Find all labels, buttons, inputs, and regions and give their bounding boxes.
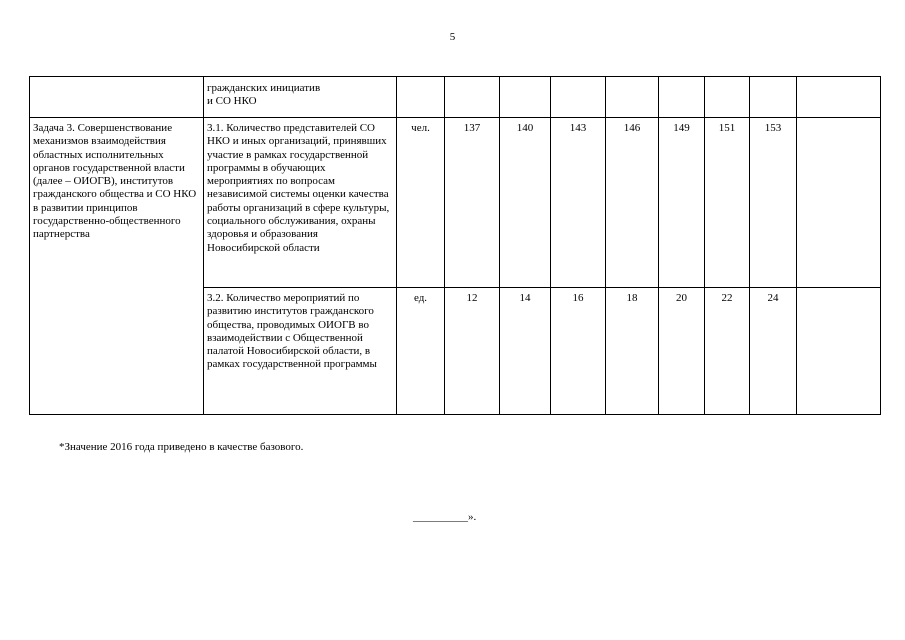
task-cell-empty	[30, 77, 204, 118]
value-cell-empty	[551, 77, 606, 118]
value-cell: 22	[705, 288, 750, 415]
value-cell-empty	[445, 77, 500, 118]
closing-line: __________».	[413, 511, 477, 523]
indicators-table	[29, 76, 881, 415]
value-cell: 137	[445, 118, 500, 288]
value-cell: 151	[705, 118, 750, 288]
value-cell-empty	[750, 77, 797, 118]
indicator-cell: 3.2. Количество мероприятий по развитию институтов гражданского общества, проводимых ОИОГВ во взаимодействии с Общественной палатой Новосибирской области, в рамках государственной программы	[204, 288, 397, 415]
unit-cell: чел.	[397, 118, 445, 288]
note-cell-empty	[797, 77, 881, 118]
value-cell: 24	[750, 288, 797, 415]
value-cell: 14	[500, 288, 551, 415]
value-cell: 143	[551, 118, 606, 288]
indicator-cell: гражданских инициатив и СО НКО	[204, 77, 397, 118]
value-cell: 146	[606, 118, 659, 288]
value-cell: 20	[659, 288, 705, 415]
value-cell-empty	[705, 77, 750, 118]
value-cell: 12	[445, 288, 500, 415]
table-row	[30, 118, 881, 288]
value-cell-empty	[500, 77, 551, 118]
unit-cell-empty	[397, 77, 445, 118]
indicator-cell: 3.1. Количество представителей СО НКО и иных организаций, принявших участие в рамках государственной программы в обучающих мероприятиях по вопросам независимой системы оценки качества работы организаций в сфере культуры, социального обслуживания, охраны здоровья и образования Новосибирской области	[204, 118, 397, 288]
continued-row	[30, 77, 881, 118]
value-cell: 149	[659, 118, 705, 288]
value-cell: 18	[606, 288, 659, 415]
note-cell	[797, 288, 881, 415]
page-number: 5	[449, 31, 456, 43]
footnote: *Значение 2016 года приведено в качестве базового.	[59, 441, 304, 453]
value-cell: 153	[750, 118, 797, 288]
task-cell: Задача 3. Совершенствование механизмов взаимодействия областных исполнительных органов государственной власти (далее – ОИОГВ), институтов гражданского общества и СО НКО в развитии принципов государственно-общественного партнерства	[30, 118, 204, 415]
value-cell: 140	[500, 118, 551, 288]
unit-cell: ед.	[397, 288, 445, 415]
value-cell: 16	[551, 288, 606, 415]
note-cell	[797, 118, 881, 288]
value-cell-empty	[659, 77, 705, 118]
value-cell-empty	[606, 77, 659, 118]
